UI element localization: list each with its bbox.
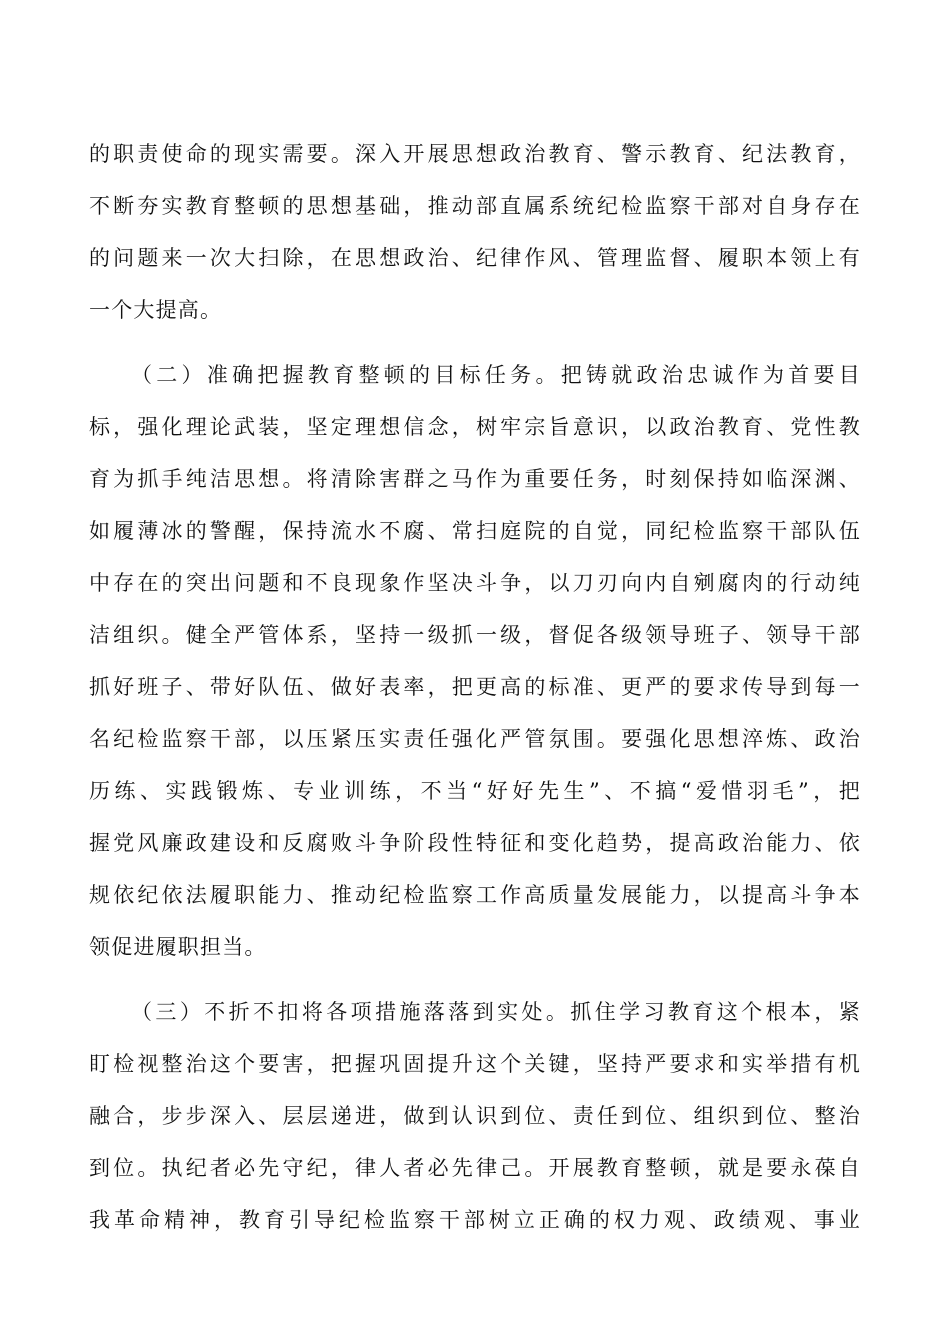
text-line: （三）不折不扣将各项措施落落到实处。抓住学习教育这个根本，紧: [131, 1000, 861, 1024]
text-line: 盯检视整治这个要害，把握巩固提升这个关键，坚持严要求和实举措有机: [89, 1052, 861, 1076]
text-line: 抓好班子、带好队伍、做好表率，把更高的标准、更严的要求传导到每一: [89, 675, 861, 699]
text-line: （二）准确把握教育整顿的目标任务。把铸就政治忠诚作为首要目: [131, 363, 861, 387]
paragraph-2: [89, 349, 861, 973]
text-line: 不断夯实教育整顿的思想基础，推动部直属系统纪检监察干部对自身存在: [89, 194, 861, 218]
text-line: 到位。执纪者必先守纪，律人者必先律己。开展教育整顿，就是要永葆自: [89, 1156, 861, 1180]
text-line: 名纪检监察干部，以压紧压实责任强化严管氛围。要强化思想淬炼、政治: [89, 727, 861, 751]
text-line: 中存在的突出问题和不良现象作坚决斗争，以刀刃向内自剜腐肉的行动纯: [89, 571, 861, 595]
text-line: 一个大提高。: [89, 298, 223, 322]
document-body: [89, 128, 861, 1246]
text-line: 标，强化理论武装，坚定理想信念，树牢宗旨意识，以政治教育、党性教: [89, 415, 861, 439]
paragraph-1: [89, 128, 861, 336]
text-line: 融合，步步深入、层层递进，做到认识到位、责任到位、组织到位、整治: [89, 1104, 861, 1128]
paragraph-3: [89, 986, 861, 1246]
text-line: 洁组织。健全严管体系，坚持一级抓一级，督促各级领导班子、领导干部: [89, 623, 861, 647]
text-line: 如履薄冰的警醒，保持流水不腐、常扫庭院的自觉，同纪检监察干部队伍: [89, 519, 861, 543]
text-line: 历练、实践锻炼、专业训练，不当“好好先生”、不搞“爱惜羽毛”，把: [89, 779, 861, 803]
text-line: 的职责使命的现实需要。深入开展思想政治教育、警示教育、纪法教育，: [89, 142, 861, 166]
paragraph-spacer: [89, 336, 861, 349]
text-line: 的问题来一次大扫除，在思想政治、纪律作风、管理监督、履职本领上有: [89, 246, 861, 270]
text-line: 育为抓手纯洁思想。将清除害群之马作为重要任务，时刻保持如临深渊、: [89, 467, 861, 491]
text-line: 领促进履职担当。: [89, 935, 267, 959]
text-line: 握党风廉政建设和反腐败斗争阶段性特征和变化趋势，提高政治能力、依: [89, 831, 861, 855]
text-line: 规依纪依法履职能力、推动纪检监察工作高质量发展能力，以提高斗争本: [89, 883, 861, 907]
paragraph-spacer: [89, 973, 861, 986]
text-line: 我革命精神，教育引导纪检监察干部树立正确的权力观、政绩观、事业: [89, 1208, 861, 1232]
